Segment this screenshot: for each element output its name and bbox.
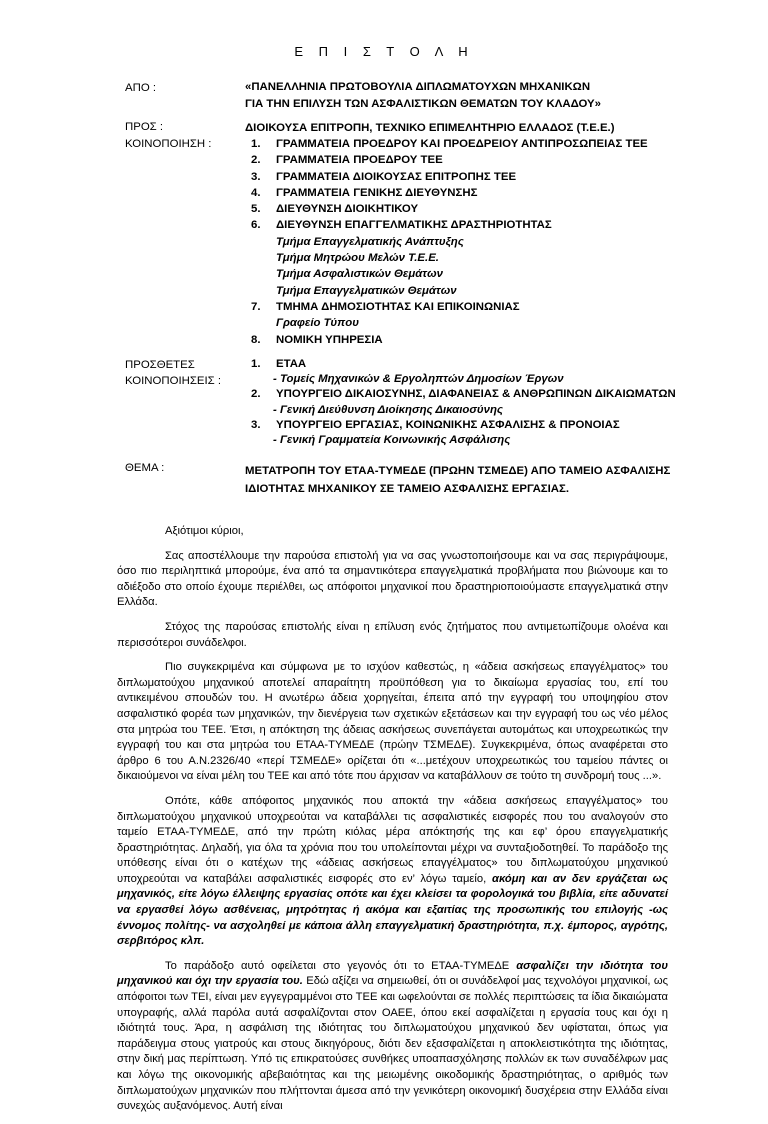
- extra-cc-item: [245, 357, 676, 372]
- cc-item-number: 7.: [251, 300, 261, 313]
- paragraph: Στόχος της παρούσας επιστολής είναι η επίλυση ενός ζητήματος που αντιμετωπίζουμε ολοένα και περισσότεροι συνάδελφοι.: [117, 620, 668, 649]
- to-label: ΠΡΟΣ :: [125, 121, 164, 133]
- paragraph-text: Εδώ αξίζει να σημειωθεί, ότι οι συνάδελφοί μας τεχνολόγοι μηχανικοί, ως απόφοιτοι των ΤΕΙ, είναι μεν εγγεγραμμένοι στο ΤΕΕ και ωφελούνται σε πολλές περιπτώσεις τα ίδια δικαιώματα υπογραφής, αλλά παρόλα αυτά ασφαλίζονται στον ΟΑΕΕ, όπου εκεί ασφαλίζεται η εργασία τους και όχι η ιδιότητά τους. Άρα, η ασφάλιση της ιδιότητας του διπλωματούχου μηχανικού δεν υφίσταται, όπως για παράδειγμα στους γιατρούς και στους δικηγόρους, διότι δεν εξασφαλίζεται η αποκλειστικότητα της ιδιότητας, στην δική μας περίπτωση. Υπό τις επικρατούσες συνθήκες υποαπασχόλησης πολλών εκ των συναδέλφων μας και λόγω της οικονομικής αβεβαιότητας και της μειωμένης οικοδομικής δραστηριότητας, ο αριθμός των διπλωματούχων μηχανικών που πλήττονται άμεσα από την γενικότερη οικονομική δυσχέρεια στην Ελλάδα είναι συνεχώς αυξανόμενος. Αυτή είναι: [117, 975, 668, 1113]
- from-line: «ΠΑΝΕΛΛΗΝΙΑ ΠΡΩΤΟΒΟΥΛΙΑ ΔΙΠΛΩΜΑΤΟΥΧΩΝ ΜΗΧΑΝΙΚΩΝ: [245, 81, 591, 93]
- subject-line: ΙΔΙΟΤΗΤΑΣ ΜΗΧΑΝΙΚΟΥ ΣΕ ΤΑΜΕΙΟ ΑΣΦΑΛΙΣΗΣ ΕΡΓΑΣΙΑΣ.: [245, 483, 570, 495]
- cc-item: [245, 201, 648, 217]
- to-value: ΔΙΟΙΚΟΥΣΑ ΕΠΙΤΡΟΠΗ, ΤΕΧΝΙΚΟ ΕΠΙΜΕΛΗΤΗΡΙΟ ΕΛΛΑΔΟΣ (Τ.Ε.Ε.): [245, 122, 615, 134]
- subject-label: ΘΕΜΑ :: [125, 462, 165, 474]
- cc-item-text: ΝΟΜΙΚΗ ΥΠΗΡΕΣΙΑ: [276, 333, 383, 346]
- greeting: Αξιότιμοι κύριοι,: [165, 525, 244, 537]
- extra-cc-number: 1.: [251, 358, 261, 370]
- extra-cc-text: ΥΠΟΥΡΓΕΙΟ ΕΡΓΑΣΙΑΣ, ΚΟΙΝΩΝΙΚΗΣ ΑΣΦΑΛΙΣΗΣ & ΠΡΟΝΟΙΑΣ: [276, 418, 620, 431]
- cc-item-number: 5.: [251, 203, 261, 216]
- cc-list: [245, 136, 648, 348]
- extra-cc-text: ΥΠΟΥΡΓΕΙΟ ΔΙΚΑΙΟΣΥΝΗΣ, ΔΙΑΦΑΝΕΙΑΣ & ΑΝΘΡΩΠΙΝΩΝ ΔΙΚΑΙΩΜΑΤΩΝ: [276, 388, 676, 401]
- cc-item-text: ΓΡΑΜΜΑΤΕΙΑ ΓΕΝΙΚΗΣ ΔΙΕΥΘΥΝΣΗΣ: [276, 186, 478, 199]
- paragraph: Πιο συγκεκριμένα και σύμφωνα με το ισχύον καθεστώς, η «άδεια ασκήσεως επαγγέλματος» του διπλωματούχου μηχανικού αποτελεί απαραίτητη προϋπόθεση για το δικαίωμα εργασίας του, επί του αντικειμένου σπουδών του. Η ανωτέρω άδεια χορηγείται, έπειτα από την εγγραφή του υποψηφίου στον ασφαλιστικό φορέα των μηχανικών, την διενέργεια των σχετικών εξετάσεων και την εγγραφή του ως νέο μέλος στα μητρώα του ΤΕΕ. Έτσι, η απόκτηση της άδειας ασκήσεως συνεπάγεται αυτομάτως και υποχρεωτικώς την εγγραφή του και στα μητρώα του ΕΤΑΑ-ΤΥΜΕΔΕ (πρώην ΤΣΜΕΔΕ). Συγκεκριμένα, όπως αναφέρεται στο άρθρο 6 του Α.Ν.2326/40 «περί ΤΣΜΕΔΕ» ορίζεται ότι «...μετέχουν υποχρεωτικώς του ταμείου πάντες οι δικαιούμενοι να είναι μέλη του ΤΕΕ και από τότε που άρχισαν να καταβάλλουν σε τούτο τη συνδρομή τους ...».: [117, 661, 668, 783]
- cc-item-number: 3.: [251, 170, 261, 183]
- emphasis-text: ασφαλίζει την ιδιότητα του μηχανικού και όχι την εργασία του.: [117, 959, 668, 988]
- emphasis-text: ακόμη και αν δεν εργάζεται ως μηχανικός, είτε λόγω έλλειψης εργασίας οπότε και έχει κλείσει τα φορολογικά του βιβλία, είτε αδυνατεί να εργασθεί λόγω ασθένειας, μητρότητας ή ακόμα και εξαιτίας της προσωπικής του επιλογής -ως έννομος πολίτης- να ασχοληθεί με κάποια άλλη επαγγελματική δραστηριότητα, π.χ. έμπορος, αγρότης, σερβιτόρος κλπ.: [117, 872, 668, 948]
- paragraph: [117, 794, 668, 950]
- cc-item: [245, 169, 648, 185]
- cc-label: ΚΟΙΝΟΠΟΙΗΣΗ :: [125, 138, 212, 150]
- paragraph: [117, 959, 668, 1115]
- cc-subitem: Τμήμα Επαγγελματικών Θεμάτων: [276, 284, 457, 297]
- extra-cc-subitem: - Γενική Διεύθυνση Διοίκησης Δικαιοσύνης: [273, 403, 503, 416]
- cc-subitem: Γραφείο Τύπου: [276, 317, 359, 330]
- cc-item-text: ΔΙΕΥΘΥΝΣΗ ΕΠΑΓΓΕΛΜΑΤΙΚΗΣ ΔΡΑΣΤΗΡΙΟΤΗΤΑΣ: [276, 219, 552, 232]
- subject-value: [245, 462, 670, 498]
- paragraph-text: Το παράδοξο αυτό οφείλεται στο γεγονός ότι το ΕΤΑΑ-ΤΥΜΕΔΕ: [165, 959, 517, 972]
- cc-subitem: Τμήμα Επαγγελματικής Ανάπτυξης: [276, 235, 464, 248]
- cc-item: [245, 136, 648, 152]
- extra-cc-text: ΕΤΑΑ: [276, 358, 307, 370]
- extra-cc-subitem: - Τομείς Μηχανικών & Εργοληπτών Δημοσίων Έργων: [273, 373, 564, 386]
- cc-item-number: 2.: [251, 154, 261, 167]
- cc-item: [245, 152, 648, 168]
- cc-item: [245, 299, 648, 315]
- page-title: Ε Π Ι Σ Τ Ο Λ Η: [294, 44, 474, 59]
- cc-item: [245, 217, 648, 233]
- extra-cc-number: 3.: [251, 418, 261, 431]
- from-line: ΓΙΑ ΤΗΝ ΕΠΙΛΥΣΗ ΤΩΝ ΑΣΦΑΛΙΣΤΙΚΩΝ ΘΕΜΑΤΩΝ ΤΟΥ ΚΛΑΔΟΥ»: [245, 97, 601, 110]
- extra-cc-label: ΚΟΙΝΟΠΟΙΗΣΕΙΣ :: [125, 375, 222, 387]
- cc-item-number: 4.: [251, 186, 261, 199]
- cc-subitem: Τμήμα Μητρώου Μελών Τ.Ε.Ε.: [276, 252, 439, 265]
- cc-subitem: Τμήμα Ασφαλιστικών Θεμάτων: [276, 268, 443, 281]
- extra-cc-list: [245, 357, 676, 448]
- extra-cc-subitem: - Γενική Γραμματεία Κοινωνικής Ασφάλισης: [273, 434, 511, 447]
- paragraph-text: Οπότε, κάθε απόφοιτος μηχανικός που αποκτά την «άδεια ασκήσεως επαγγέλματος» του διπλωματούχου μηχανικού υποχρεούται να καταβάλλει τις ασφαλιστικές εισφορές που του αναλογούν στο ταμείο ΕΤΑΑ-ΤΥΜΕΔΕ, από την πρώτη κιόλας μέρα απόκτησής της και εφ’ όρου επαγγελματικής δραστηριότητας. Δηλαδή, για όλα τα χρόνια που του υπολείπονται μέχρι να συνταξιοδοτηθεί. Το παράδοξο της υπόθεσης είναι ότι ο κατέχων της «άδειας ασκήσεως επαγγέλματος» του διπλωματούχου μηχανικού υποχρεούται να καταβάλει ασφαλιστικές εισφορές στο εν’ λόγω ταμείο,: [117, 794, 668, 885]
- cc-item-text: ΓΡΑΜΜΑΤΕΙΑ ΠΡΟΕΔΡΟΥ ΚΑΙ ΠΡΟΕΔΡΕΙΟΥ ΑΝΤΙΠΡΟΣΩΠΕΙΑΣ ΤΕΕ: [276, 138, 648, 150]
- cc-item-text: ΔΙΕΥΘΥΝΣΗ ΔΙΟΙΚΗΤΙΚΟΥ: [276, 203, 419, 216]
- extra-cc-number: 2.: [251, 388, 261, 401]
- letter-body: [117, 524, 668, 1124]
- extra-cc-label: ΠΡΟΣΘΕΤΕΣ: [125, 359, 195, 371]
- paragraph: Σας αποστέλλουμε την παρούσα επιστολή για να σας γνωστοποιήσουμε και να σας περιγράψουμε, όσο πιο περιληπτικά μπορούμε, ένα από τα σημαντικότερα επαγγελματικά προβλήματα που βιώνουμε και το αδιέξοδο στο οποίο έχουμε περιέλθει, ως απόφοιτοι μηχανικοί που δραστηριοποιούμαστε επαγγελματικά στην Ελλάδα.: [117, 549, 668, 609]
- cc-item: [245, 185, 648, 201]
- cc-item-number: 6.: [251, 219, 261, 232]
- cc-item-number: 8.: [251, 333, 261, 346]
- cc-item-text: ΓΡΑΜΜΑΤΕΙΑ ΔΙΟΙΚΟΥΣΑΣ ΕΠΙΤΡΟΠΗΣ ΤΕΕ: [276, 170, 517, 183]
- cc-item-text: ΓΡΑΜΜΑΤΕΙΑ ΠΡΟΕΔΡΟΥ ΤΕΕ: [276, 154, 443, 167]
- cc-item: [245, 332, 648, 348]
- extra-cc-item: [245, 418, 676, 433]
- from-label: ΑΠΟ :: [125, 82, 157, 94]
- extra-cc-item: [245, 387, 676, 402]
- cc-item-text: ΤΜΗΜΑ ΔΗΜΟΣΙΟΤΗΤΑΣ ΚΑΙ ΕΠΙΚΟΙΝΩΝΙΑΣ: [276, 300, 520, 313]
- cc-item-number: 1.: [251, 138, 261, 150]
- from-value: [245, 79, 601, 112]
- subject-line: ΜΕΤΑΤΡΟΠΗ ΤΟΥ ΕΤΑΑ-ΤΥΜΕΔΕ (ΠΡΩΗΝ ΤΣΜΕΔΕ) ΑΠΟ ΤΑΜΕΙΟ ΑΣΦΑΛΙΣΗΣ: [245, 465, 671, 477]
